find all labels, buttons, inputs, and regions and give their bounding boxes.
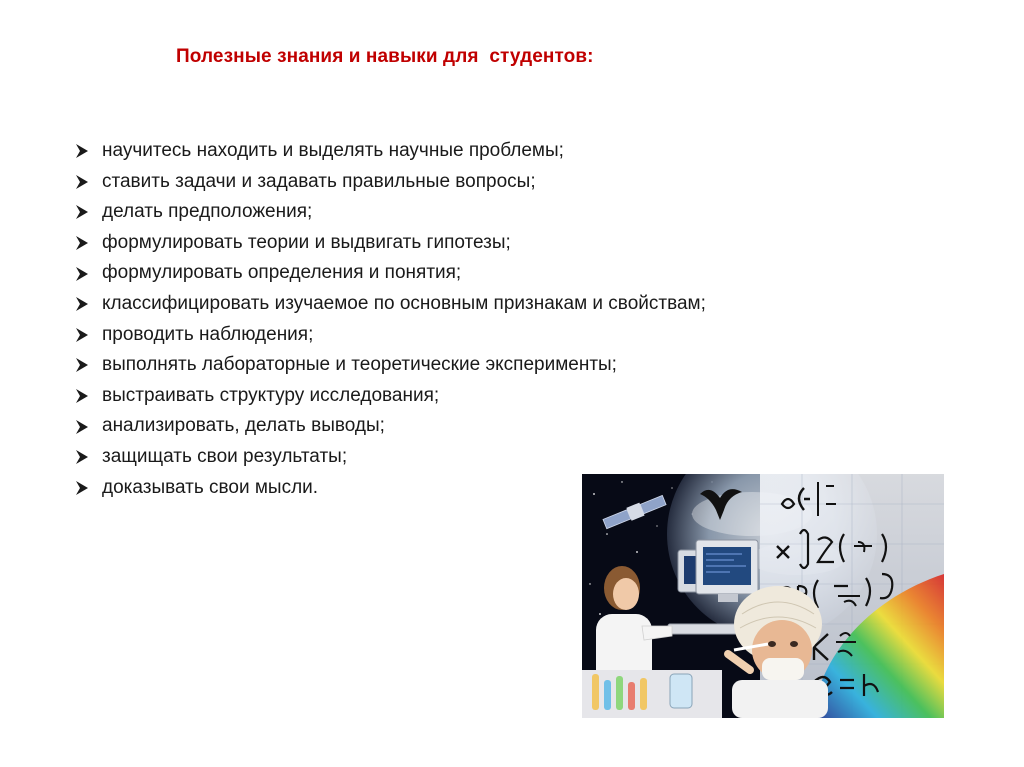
arrowhead-bullet-icon xyxy=(74,480,102,496)
science-collage-image xyxy=(582,474,944,718)
arrowhead-bullet-icon xyxy=(74,204,102,220)
list-item-text: классифицировать изучаемое по основным признакам и свойствам; xyxy=(102,292,706,314)
list-item xyxy=(74,350,706,381)
list-item xyxy=(74,136,706,167)
list-item xyxy=(74,411,706,442)
list-item-text: формулировать теории и выдвигать гипотезы; xyxy=(102,231,511,253)
list-item xyxy=(74,320,706,351)
list-item-text: анализировать, делать выводы; xyxy=(102,415,385,437)
arrowhead-bullet-icon xyxy=(74,357,102,373)
list-item-text: доказывать свои мысли. xyxy=(102,476,319,498)
list-item-text: научитесь находить и выделять научные проблемы; xyxy=(102,140,564,161)
arrowhead-bullet-icon xyxy=(74,235,102,251)
arrowhead-bullet-icon xyxy=(74,449,102,465)
arrowhead-bullet-icon xyxy=(74,296,102,312)
arrowhead-bullet-icon xyxy=(74,174,102,190)
arrowhead-bullet-icon xyxy=(74,388,102,404)
slide-title: Полезные знания и навыки для студентов: xyxy=(176,46,594,67)
list-item xyxy=(74,381,706,412)
list-item xyxy=(74,289,706,320)
list-item xyxy=(74,228,706,259)
list-item xyxy=(74,197,706,228)
list-item-text: формулировать определения и понятия; xyxy=(102,262,462,284)
list-item-text: защищать свои результаты; xyxy=(102,445,348,467)
list-item xyxy=(74,442,706,473)
list-item-text: делать предположения; xyxy=(102,201,313,223)
list-item-text: проводить наблюдения; xyxy=(102,323,314,345)
list-item-text: выстраивать структуру исследования; xyxy=(102,384,440,406)
list-item-text: ставить задачи и задавать правильные вопросы; xyxy=(102,170,536,192)
list-item xyxy=(74,258,706,289)
list-item xyxy=(74,167,706,198)
arrowhead-bullet-icon xyxy=(74,143,102,159)
list-item-text: выполнять лабораторные и теоретические эксперименты; xyxy=(102,354,617,376)
arrowhead-bullet-icon xyxy=(74,266,102,282)
lab-table xyxy=(582,670,722,718)
arrowhead-bullet-icon xyxy=(74,419,102,435)
arrowhead-bullet-icon xyxy=(74,327,102,343)
skills-list xyxy=(74,136,706,503)
